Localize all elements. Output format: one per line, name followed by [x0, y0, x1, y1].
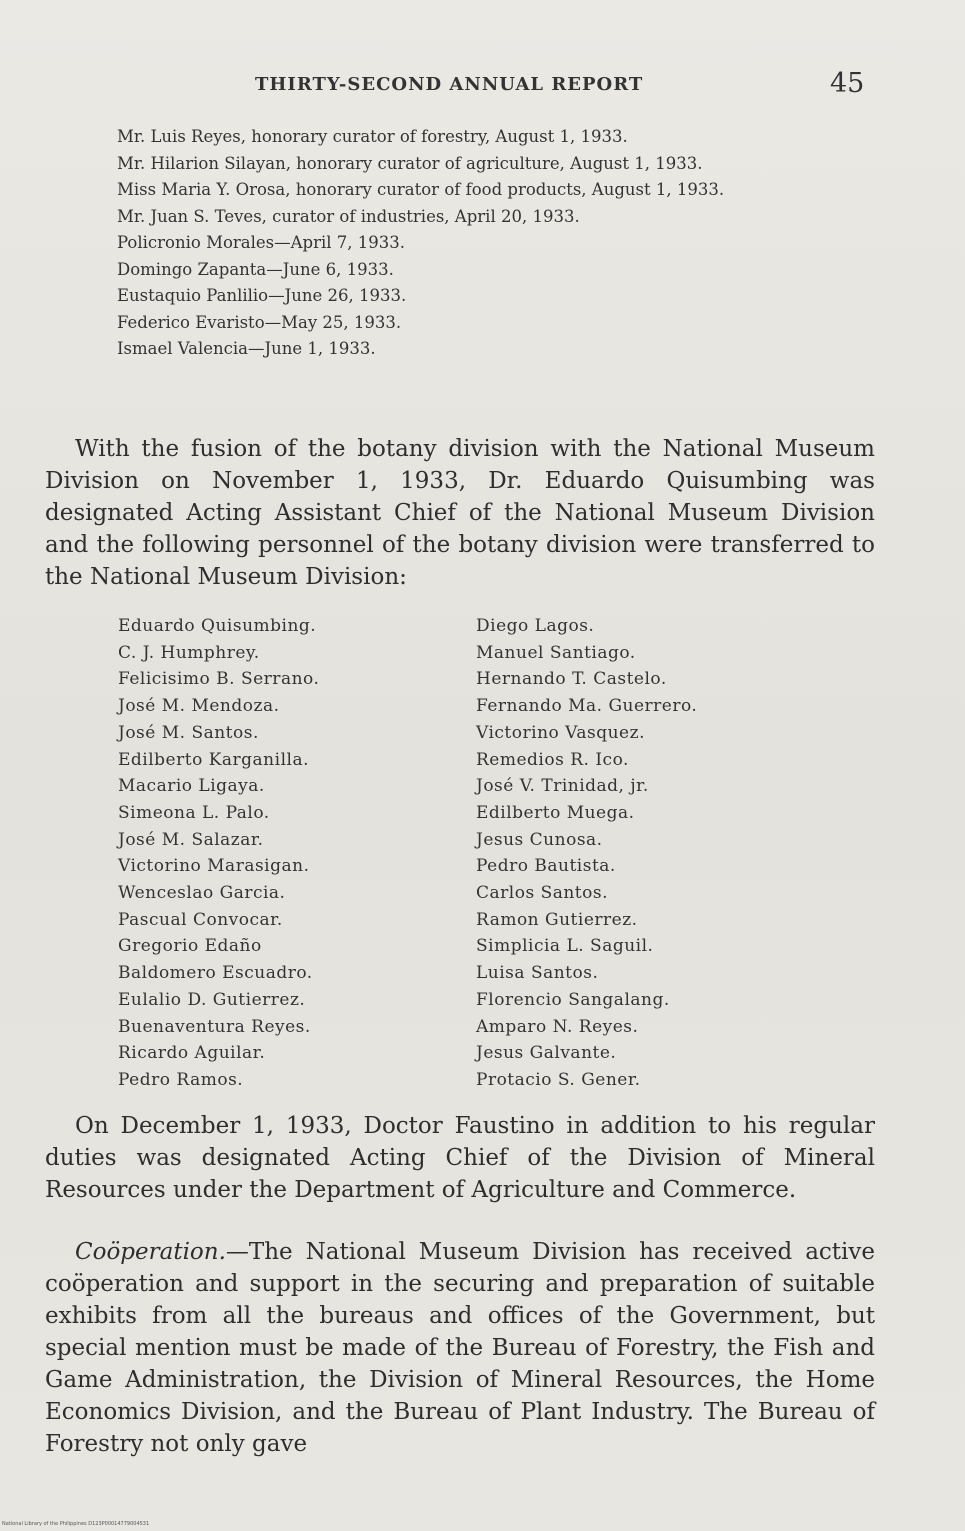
personnel-name: Felicisimo B. Serrano.: [118, 669, 320, 690]
personnel-name: Carlos Santos.: [476, 883, 608, 904]
personnel-name: Wenceslao Garcia.: [118, 883, 286, 904]
appointment-item: Ismael Valencia—June 1, 1933.: [117, 339, 376, 358]
appointment-item: Domingo Zapanta—June 6, 1933.: [117, 259, 394, 279]
fusion-paragraph-text: With the fusion of the botany division with the National Museum Division on November 1, 1933, Dr. Eduardo Quisumbing was designated Acting Assistant Chief of the National Museum Division and the following personnel of the botany division were transferred to the National Museum Division:: [45, 436, 875, 590]
appointment-item: Eustaquio Panlilio—June 26, 1933.: [117, 286, 407, 305]
personnel-name: Simplicia L. Saguil.: [476, 936, 654, 957]
personnel-name: Gregorio Edaño: [118, 936, 262, 957]
cooperation-paragraph-text: —The National Museum Division has received active coöperation and support in the securing and preparation of suitable exhibits from all the bureaus and offices of the Government, but special mention must be made of the Bureau of Forestry, the Fish and Game Administration, the Division of Mineral Resources, the Home Economics Division, and the Bureau of Plant Industry. The Bureau of Forestry not only gave: [45, 1239, 875, 1457]
personnel-name: Buenaventura Reyes.: [118, 1016, 311, 1037]
personnel-name: Jesus Cunosa.: [476, 829, 603, 850]
page-number: 45: [830, 68, 865, 99]
personnel-name: Pedro Ramos.: [118, 1069, 244, 1090]
personnel-name: Pascual Convocar.: [118, 909, 283, 930]
faustino-paragraph: [45, 1110, 875, 1206]
personnel-name: Diego Lagos.: [476, 616, 595, 636]
faustino-paragraph-text: On December 1, 1933, Doctor Faustino in addition to his regular duties was designated Acting Chief of the Division of Mineral Resources under the Department of Agriculture and Commerce.: [45, 1113, 875, 1203]
personnel-list-right: [476, 613, 796, 1094]
personnel-name: Protacio S. Gener.: [476, 1069, 641, 1090]
personnel-name: Edilberto Muega.: [476, 802, 635, 823]
personnel-name: Macario Ligaya.: [118, 776, 265, 797]
personnel-list-left: [118, 613, 438, 1094]
personnel-name: Victorino Marasigan.: [118, 856, 310, 877]
cooperation-paragraph: [45, 1236, 875, 1460]
fusion-paragraph: [45, 433, 875, 593]
scan-footer: National Library of the Philippines D123P00014779004531: [2, 1521, 150, 1527]
page-header: [0, 68, 965, 104]
appointment-item: Mr. Hilarion Silayan, honorary curator of agriculture, August 1, 1933.: [117, 153, 703, 173]
personnel-name: Eduardo Quisumbing.: [118, 616, 317, 636]
personnel-name: José M. Santos.: [118, 722, 259, 743]
cooperation-heading: Coöperation.: [75, 1239, 226, 1265]
personnel-name: C. J. Humphrey.: [118, 642, 260, 663]
appointment-item: Mr. Luis Reyes, honorary curator of forestry, August 1, 1933.: [117, 127, 628, 146]
personnel-name: Amparo N. Reyes.: [476, 1016, 639, 1037]
personnel-name: Eulalio D. Gutierrez.: [118, 989, 306, 1010]
personnel-name: Edilberto Karganilla.: [118, 749, 309, 770]
personnel-name: José M. Mendoza.: [118, 696, 280, 717]
personnel-name: José V. Trinidad, jr.: [476, 776, 649, 797]
personnel-name: Manuel Santiago.: [476, 642, 636, 663]
personnel-name: Fernando Ma. Guerrero.: [476, 696, 698, 717]
personnel-name: Remedios R. Ico.: [476, 749, 629, 770]
personnel-name: Baldomero Escuadro.: [118, 963, 313, 984]
personnel-name: Luisa Santos.: [476, 963, 599, 984]
personnel-name: Victorino Vasquez.: [476, 722, 645, 743]
personnel-name: José M. Salazar.: [118, 829, 264, 850]
appointment-item: Miss Maria Y. Orosa, honorary curator of food products, August 1, 1933.: [117, 180, 725, 199]
personnel-name: Ricardo Aguilar.: [118, 1043, 266, 1064]
personnel-name: Hernando T. Castelo.: [476, 669, 667, 690]
appointment-item: Policronio Morales—April 7, 1933.: [117, 233, 406, 252]
running-title: THIRTY-SECOND ANNUAL REPORT: [255, 74, 644, 95]
appointment-item: Mr. Juan S. Teves, curator of industries, April 20, 1933.: [117, 206, 580, 226]
personnel-name: Jesus Galvante.: [476, 1043, 617, 1064]
personnel-name: Simeona L. Palo.: [118, 802, 270, 823]
appointments-list: [117, 124, 877, 363]
personnel-name: Ramon Gutierrez.: [476, 909, 638, 930]
personnel-name: Pedro Bautista.: [476, 856, 616, 877]
personnel-name: Florencio Sangalang.: [476, 989, 670, 1010]
appointment-item: Federico Evaristo—May 25, 1933.: [117, 312, 402, 332]
